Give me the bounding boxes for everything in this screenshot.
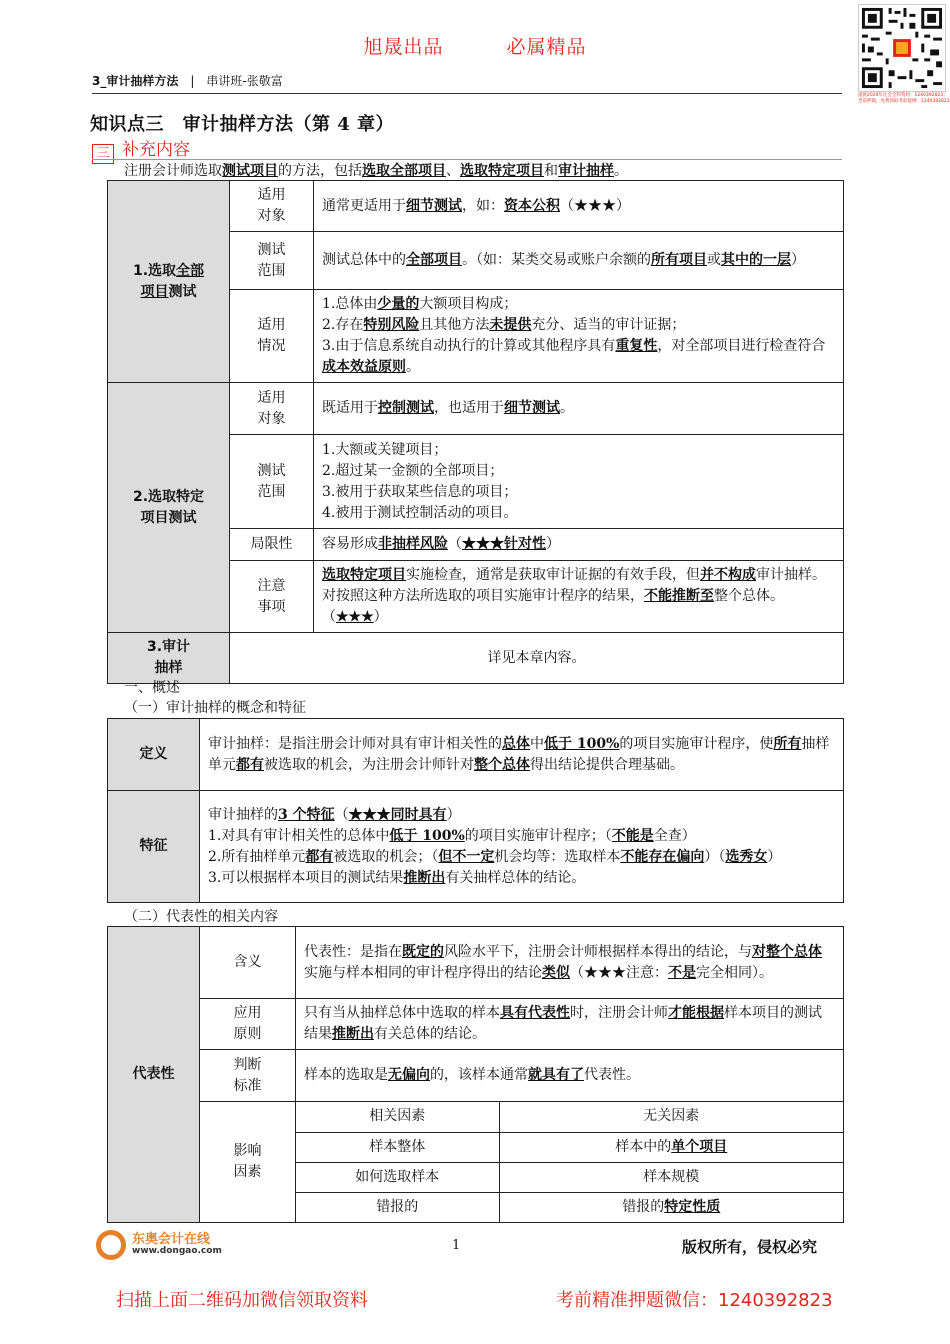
representativeness-table: [107, 926, 844, 1223]
banner-left: 旭晟出品: [363, 36, 444, 58]
row-label: 特征: [108, 791, 200, 903]
definition-table: [107, 718, 844, 903]
row-content: 详见本章内容。: [230, 633, 844, 684]
table-row: [108, 719, 844, 791]
promo-right: 考前精准押题微信：1240392823: [556, 1290, 833, 1311]
column-header: 相关因素: [296, 1102, 499, 1132]
row-content: 选取特定项目实施检查，通常是获取审计证据的有效手段，但并不构成审计抽样。对按照这种方法所选取的项目实施审计程序的结果，不能推断至整个总体。（★★★）: [314, 561, 844, 633]
logo-name: 东奥会计在线: [132, 1232, 211, 1247]
table-row: [108, 1050, 844, 1102]
influence-factors-table: [296, 1102, 843, 1222]
heading-concept: （一）审计抽样的概念和特征: [124, 700, 306, 716]
row-content: 样本的选取是无偏向的，该样本通常就具有了代表性。: [296, 1050, 844, 1102]
page-title: 知识点三 审计抽样方法（第 4 章）: [90, 114, 395, 135]
promo-left: 扫描上面二维码加微信领取资料: [116, 1290, 368, 1311]
qr-code-icon[interactable]: [858, 4, 946, 92]
row-label: 代表性: [108, 927, 200, 1223]
row-label: 测试 范围: [230, 435, 314, 529]
row-content: 通常更适用于细节测试，如：资本公积（★★★）: [314, 181, 844, 232]
qr-note: 提供2020年注会全科资料：1240392823；考前押题，免费领取考前提纲：1240392823: [858, 93, 950, 104]
row-label: 测试 范围: [230, 232, 314, 290]
row-label: 适用 对象: [230, 383, 314, 435]
row-label: 含义: [200, 927, 296, 999]
row-label: 局限性: [230, 529, 314, 561]
list-item: 4.被用于测试控制活动的项目。: [322, 504, 518, 521]
dongao-logo-icon: [96, 1230, 126, 1260]
list-item: 2.超过某一金额的全部项目；: [322, 462, 504, 479]
heading-overview: 一、概述: [124, 680, 180, 696]
banner-right: 必属精品: [506, 36, 587, 58]
table-row: [108, 999, 844, 1050]
table-row: [108, 383, 844, 435]
table-cell: 样本规模: [499, 1162, 843, 1192]
supplement-label: 补充内容: [122, 140, 190, 160]
list-item: 1.大额或关键项目；: [322, 441, 448, 458]
table-row: [296, 1132, 843, 1162]
table-row: [108, 927, 844, 999]
table-row: [108, 1102, 844, 1223]
copyright-text: 版权所有，侵权必究: [682, 1238, 818, 1256]
table-row: [108, 633, 844, 684]
top-banner: [0, 32, 950, 59]
table-cell: 错报的特定性质: [499, 1192, 843, 1222]
list-item: 3.被用于获取某些信息的项目；: [322, 483, 518, 500]
row-label: 定义: [108, 719, 200, 791]
row-label: 适用 情况: [230, 290, 314, 383]
page-header: [92, 72, 283, 89]
row-content: 代表性：是指在既定的风险水平下，注册会计师根据样本得出的结论，与对整个总体实施与样本相同的审计程序得出的结论类似（★★★注意：不是完全相同）。: [296, 927, 844, 999]
section-audit-sampling-title: 3.审计 抽样: [108, 633, 230, 684]
row-label: 判断 标准: [200, 1050, 296, 1102]
row-label: 注意 事项: [230, 561, 314, 633]
section-all-items-title: 1.选取全部 项目测试: [108, 181, 230, 383]
table-row: [108, 791, 844, 903]
course-title: 3_审计抽样方法: [92, 74, 179, 88]
section-specific-items-title: 2.选取特定 项目测试: [108, 383, 230, 633]
table-row: [108, 181, 844, 232]
intro-paragraph: 注册会计师选取测试项目的方法，包括选取全部项目、选取特定项目和审计抽样。: [124, 163, 628, 179]
header-divider: [92, 93, 842, 94]
row-label: 影响 因素: [200, 1102, 296, 1223]
row-content: 容易形成非抽样风险（★★★针对性）: [314, 529, 844, 561]
row-content: 1.总体由少量的大额项目构成； 2.存在特别风险且其他方法未提供充分、适当的审计证据； 3.由于信息系统自动执行的计算或其他程序具有重复性，对全部项目进行检查符合成本效益原则。: [314, 290, 844, 383]
table-row: [296, 1102, 843, 1132]
table-cell: 错报的: [296, 1192, 499, 1222]
row-content: 审计抽样的3 个特征（★★★同时具有） 1.对具有审计相关性的总体中低于 100%的项目实施审计程序；（不能是全查） 2.所有抽样单元都有被选取的机会；（但不一定机会均等：选取样本不能存在偏向）（选秀女） 3.可以根据样本项目的测试结果推断出有关抽样总体的结论。: [200, 791, 844, 903]
heading-representativeness: （二）代表性的相关内容: [124, 909, 278, 925]
table-cell: 样本中的单个项目: [499, 1132, 843, 1162]
table-row: [296, 1162, 843, 1192]
row-label: 应用 原则: [200, 999, 296, 1050]
sampling-methods-table: [107, 180, 844, 684]
teacher-name: 串讲班-张敬富: [206, 74, 283, 88]
row-content: 测试总体中的全部项目。（如：某类交易或账户余额的所有项目或其中的一层）: [314, 232, 844, 290]
column-header: 无关因素: [499, 1102, 843, 1132]
table-cell: 样本整体: [296, 1132, 499, 1162]
header-separator: |: [190, 74, 195, 88]
table-row: [296, 1192, 843, 1222]
logo-url[interactable]: www.dongao.com: [132, 1246, 222, 1256]
row-content: 审计抽样：是指注册会计师对具有审计相关性的总体中低于 100%的项目实施审计程序，使所有抽样单元都有被选取的机会，为注册会计师针对整个总体得出结论提供合理基础。: [200, 719, 844, 791]
table-cell: 如何选取样本: [296, 1162, 499, 1192]
page-number: 1: [452, 1238, 461, 1253]
section-number-icon: 三: [92, 144, 114, 164]
row-content: 只有当从抽样总体中选取的样本具有代表性时，注册会计师才能根据样本项目的测试结果推断出有关总体的结论。: [296, 999, 844, 1050]
influence-factors-cell: [296, 1102, 844, 1223]
row-content: [314, 435, 844, 529]
row-label: 适用 对象: [230, 181, 314, 232]
row-content: 既适用于控制测试，也适用于细节测试。: [314, 383, 844, 435]
